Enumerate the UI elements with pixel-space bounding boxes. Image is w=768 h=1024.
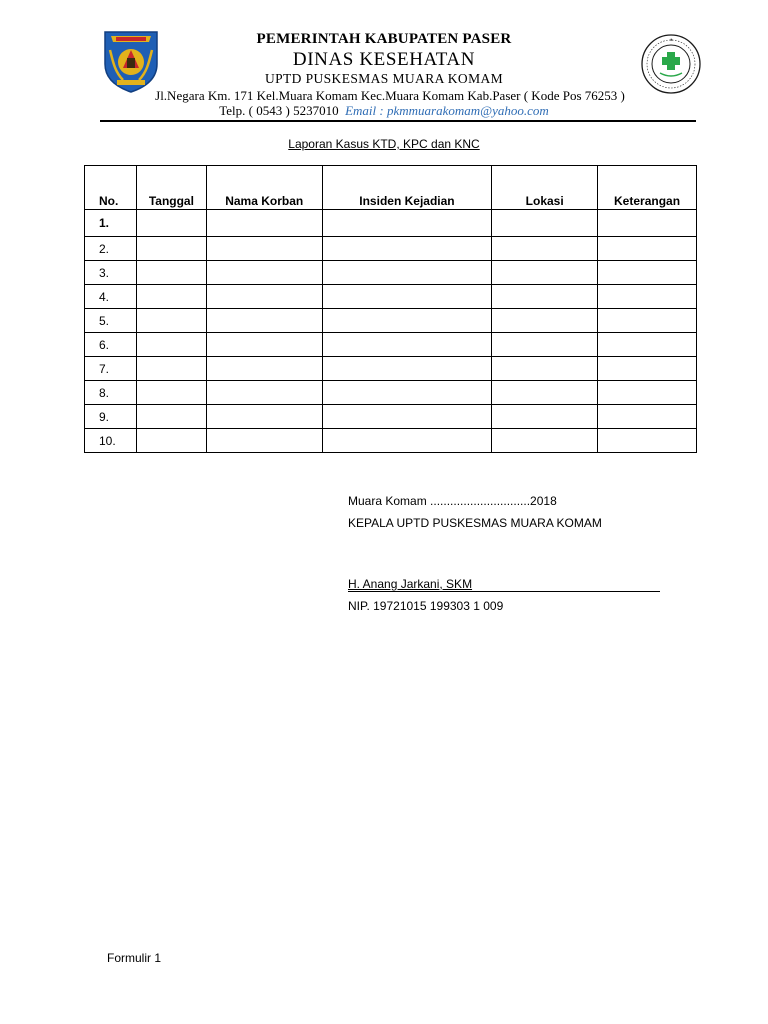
- date-cell: [136, 381, 206, 405]
- date-cell: [136, 237, 206, 261]
- location-cell: [492, 285, 598, 309]
- location-cell: [492, 429, 598, 453]
- date-cell: [136, 429, 206, 453]
- date-cell: [136, 357, 206, 381]
- notes-cell: [598, 285, 697, 309]
- notes-cell: [598, 261, 697, 285]
- table-row: [85, 285, 697, 309]
- email-address: Email : pkmmuarakomam@yahoo.com: [345, 103, 549, 118]
- date-cell: [136, 261, 206, 285]
- table-row: [85, 261, 697, 285]
- phone-number: Telp. ( 0543 ) 5237010: [219, 103, 339, 118]
- signatory-nip: NIP. 19721015 199303 1 009: [348, 599, 504, 613]
- incident-cell: [322, 210, 492, 237]
- incident-cell: [322, 357, 492, 381]
- victim-name-cell: [206, 210, 322, 237]
- contact-line: [100, 103, 668, 119]
- table-row: [85, 405, 697, 429]
- table-row: [85, 333, 697, 357]
- incident-cell: [322, 261, 492, 285]
- signatory-name: H. Anang Jarkani, SKM: [348, 577, 660, 592]
- date-cell: [136, 309, 206, 333]
- column-header-date: Tanggal: [136, 166, 206, 210]
- notes-cell: [598, 210, 697, 237]
- notes-cell: [598, 381, 697, 405]
- notes-cell: [598, 429, 697, 453]
- address-line: Jl.Negara Km. 171 Kel.Muara Komam Kec.Muara Komam Kab.Paser ( Kode Pos 76253 ): [155, 88, 625, 103]
- row-number: 7.: [85, 357, 137, 381]
- row-number: 2.: [85, 237, 137, 261]
- report-title: Laporan Kasus KTD, KPC dan KNC: [288, 137, 480, 151]
- signatory-title: KEPALA UPTD PUSKESMAS MUARA KOMAM: [348, 516, 602, 530]
- date-cell: [136, 210, 206, 237]
- incident-cell: [322, 237, 492, 261]
- date-cell: [136, 405, 206, 429]
- government-name: PEMERINTAH KABUPATEN PASER: [256, 31, 512, 47]
- unit-name: UPTD PUSKESMAS MUARA KOMAM: [264, 71, 504, 86]
- victim-name-cell: [206, 429, 322, 453]
- incident-report-table: [84, 165, 697, 453]
- table-row: [85, 210, 697, 237]
- column-header-no: No.: [85, 166, 137, 210]
- notes-cell: [598, 309, 697, 333]
- incident-cell: [322, 309, 492, 333]
- location-cell: [492, 261, 598, 285]
- date-cell: [136, 333, 206, 357]
- row-number: 9.: [85, 405, 137, 429]
- victim-name-cell: [206, 237, 322, 261]
- location-cell: [492, 210, 598, 237]
- notes-cell: [598, 237, 697, 261]
- table-header-row: [85, 166, 697, 210]
- row-number: 1.: [85, 210, 137, 237]
- victim-name-cell: [206, 309, 322, 333]
- row-number: 5.: [85, 309, 137, 333]
- table-row: [85, 381, 697, 405]
- agency-name: DINAS KESEHATAN: [292, 49, 476, 70]
- victim-name-cell: [206, 381, 322, 405]
- column-header-incident: Insiden Kejadian: [322, 166, 492, 210]
- column-header-victim-name: Nama Korban: [206, 166, 322, 210]
- table-row: [85, 309, 697, 333]
- incident-cell: [322, 381, 492, 405]
- puskesmas-seal-icon: [632, 33, 710, 95]
- column-header-notes: Keterangan: [598, 166, 697, 210]
- location-cell: [492, 357, 598, 381]
- date-cell: [136, 285, 206, 309]
- signature-place-date: Muara Komam ..............................2018: [348, 494, 557, 508]
- incident-cell: [322, 405, 492, 429]
- location-cell: [492, 405, 598, 429]
- victim-name-cell: [206, 261, 322, 285]
- victim-name-cell: [206, 333, 322, 357]
- table-row: [85, 429, 697, 453]
- table-row: [85, 357, 697, 381]
- table-row: [85, 237, 697, 261]
- row-number: 6.: [85, 333, 137, 357]
- notes-cell: [598, 333, 697, 357]
- row-number: 8.: [85, 381, 137, 405]
- location-cell: [492, 237, 598, 261]
- incident-cell: [322, 333, 492, 357]
- row-number: 4.: [85, 285, 137, 309]
- incident-cell: [322, 285, 492, 309]
- row-number: 3.: [85, 261, 137, 285]
- victim-name-cell: [206, 405, 322, 429]
- letterhead-rule: [100, 120, 696, 122]
- notes-cell: [598, 405, 697, 429]
- location-cell: [492, 381, 598, 405]
- incident-cell: [322, 429, 492, 453]
- location-cell: [492, 333, 598, 357]
- form-label: Formulir 1: [107, 951, 162, 965]
- victim-name-cell: [206, 357, 322, 381]
- location-cell: [492, 309, 598, 333]
- row-number: 10.: [85, 429, 137, 453]
- column-header-location: Lokasi: [492, 166, 598, 210]
- notes-cell: [598, 357, 697, 381]
- victim-name-cell: [206, 285, 322, 309]
